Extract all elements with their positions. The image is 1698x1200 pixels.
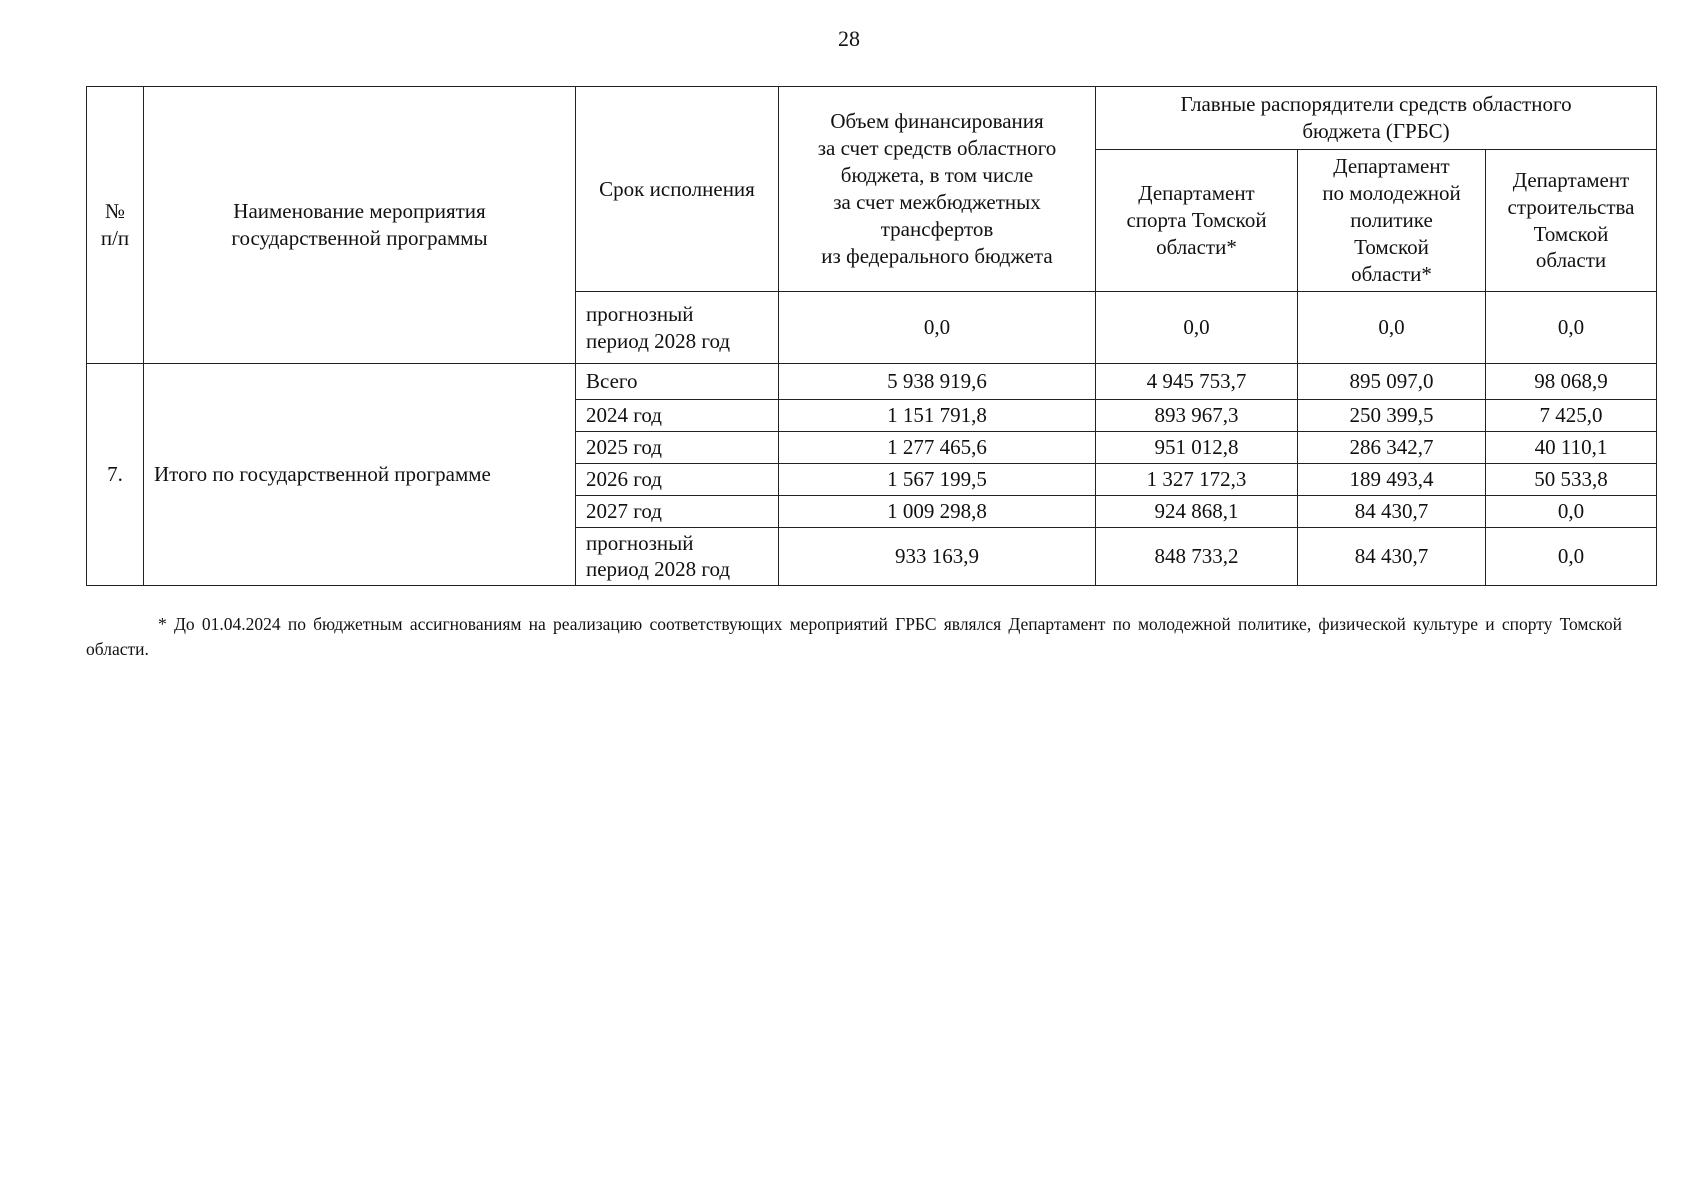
build-cell: 40 110,1 [1486, 431, 1657, 463]
volume-cell: 933 163,9 [779, 527, 1096, 586]
header-dept-youth: Департамент по молодежной политике Томской области* [1298, 150, 1486, 292]
sport-cell: 1 327 172,3 [1096, 463, 1298, 495]
header-num: № п/п [87, 87, 144, 364]
build-cell: 0,0 [1486, 495, 1657, 527]
term-cell: прогнозный период 2028 год [576, 527, 779, 586]
term-cell: 2024 год [576, 400, 779, 432]
sport-cell: 0,0 [1096, 292, 1298, 364]
youth-cell: 84 430,7 [1298, 495, 1486, 527]
term-cell: Всего [576, 364, 779, 400]
volume-cell: 1 151 791,8 [779, 400, 1096, 432]
volume-cell: 1 567 199,5 [779, 463, 1096, 495]
build-cell: 7 425,0 [1486, 400, 1657, 432]
row-number: 7. [87, 364, 144, 586]
header-dept-sport: Департамент спорта Томской области* [1096, 150, 1298, 292]
program-name: Итого по государственной программе [144, 364, 576, 586]
sport-cell: 951 012,8 [1096, 431, 1298, 463]
volume-cell: 5 938 919,6 [779, 364, 1096, 400]
term-cell: 2027 год [576, 495, 779, 527]
youth-cell: 0,0 [1298, 292, 1486, 364]
sport-cell: 4 945 753,7 [1096, 364, 1298, 400]
term-cell: прогнозный период 2028 год [576, 292, 779, 364]
page-number: 28 [838, 26, 860, 51]
build-cell: 0,0 [1486, 527, 1657, 586]
volume-cell: 1 277 465,6 [779, 431, 1096, 463]
header-grbs: Главные распорядители средств областного бюджета (ГРБС) [1096, 87, 1657, 150]
build-cell: 98 068,9 [1486, 364, 1657, 400]
term-cell: 2026 год [576, 463, 779, 495]
header-volume: Объем финансирования за счет средств областного бюджета, в том числе за счет межбюджетных трансфертов из федерального бюджета [779, 87, 1096, 292]
footnote: * До 01.04.2024 по бюджетным ассигнованиям на реализацию соответствующих мероприятий ГРБС являлся Департамент по молодежной политике, физической культуре и спорту Томской области. [86, 614, 1622, 660]
table-row [87, 364, 1657, 400]
youth-cell: 286 342,7 [1298, 431, 1486, 463]
sport-cell: 893 967,3 [1096, 400, 1298, 432]
volume-cell: 1 009 298,8 [779, 495, 1096, 527]
youth-cell: 895 097,0 [1298, 364, 1486, 400]
youth-cell: 250 399,5 [1298, 400, 1486, 432]
header-name: Наименование мероприятия государственной программы [144, 87, 576, 364]
budget-table [86, 86, 1657, 586]
build-cell: 50 533,8 [1486, 463, 1657, 495]
sport-cell: 924 868,1 [1096, 495, 1298, 527]
header-dept-build: Департамент строительства Томской области [1486, 150, 1657, 292]
youth-cell: 84 430,7 [1298, 527, 1486, 586]
sport-cell: 848 733,2 [1096, 527, 1298, 586]
build-cell: 0,0 [1486, 292, 1657, 364]
header-term: Срок исполнения [576, 87, 779, 292]
youth-cell: 189 493,4 [1298, 463, 1486, 495]
volume-cell: 0,0 [779, 292, 1096, 364]
term-cell: 2025 год [576, 431, 779, 463]
